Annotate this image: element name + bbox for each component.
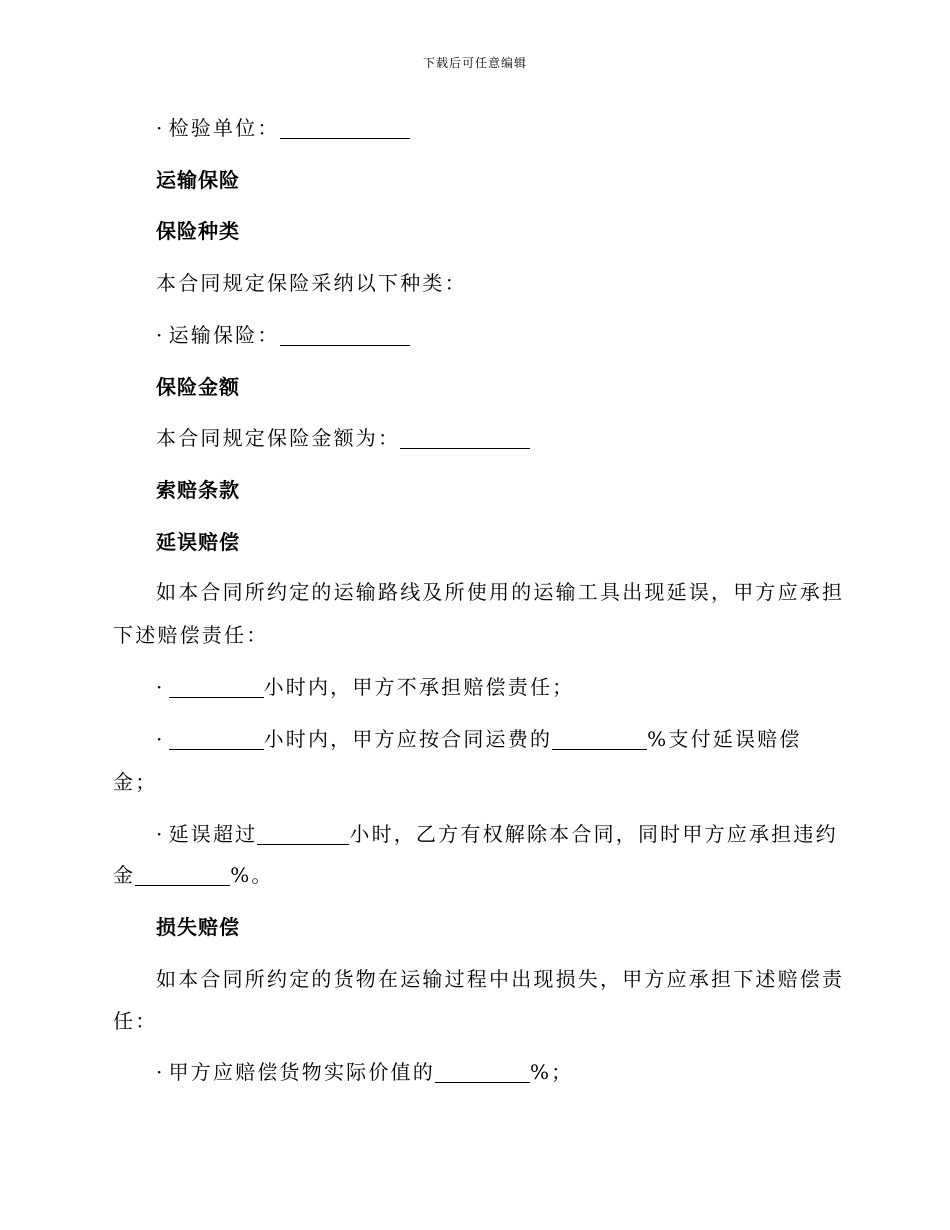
- penalty-percent-blank[interactable]: [135, 865, 230, 886]
- loss-item-1: [156, 1057, 573, 1087]
- subheading-loss-compensation: 损失赔偿: [156, 915, 240, 939]
- transport-insurance-label: 运输保险：: [168, 323, 280, 347]
- loss-paragraph-line1: 如本合同所约定的货物在运输过程中出现损失，甲方应承担下述赔偿责: [156, 967, 845, 991]
- inspection-unit-line: [156, 113, 410, 143]
- penalty-label: 金: [113, 863, 136, 887]
- insurance-type-paragraph: 本合同规定保险采纳以下种类：: [156, 271, 467, 295]
- page-header: 下载后可任意编辑: [422, 56, 527, 70]
- delay-hours-blank-1[interactable]: [169, 677, 264, 698]
- delay-percent-blank[interactable]: [552, 729, 647, 750]
- penalty-tail: %。: [230, 863, 274, 887]
- delay-item-3: [156, 819, 838, 849]
- subheading-delay-compensation: 延误赔偿: [156, 530, 240, 554]
- inspection-unit-blank[interactable]: [280, 118, 410, 139]
- delay-item-1: [156, 672, 574, 702]
- subheading-insurance-type: 保险种类: [156, 219, 240, 243]
- loss-percent-blank[interactable]: [435, 1062, 530, 1083]
- section-heading-transport-insurance: 运输保险: [156, 168, 240, 192]
- section-heading-claims: 索赔条款: [156, 478, 240, 502]
- delay-exceed-hours-blank[interactable]: [257, 824, 349, 845]
- insurance-amount-line: [156, 423, 530, 453]
- inspection-unit-label: 检验单位：: [168, 116, 280, 140]
- delay-item-2-continuation: 金；: [113, 770, 158, 794]
- bullet: ·: [156, 323, 165, 347]
- loss-paragraph-line2: 任：: [113, 1009, 158, 1033]
- bullet: ·: [156, 727, 165, 751]
- delay-paragraph-line1: 如本合同所约定的运输路线及所使用的运输工具出现延误，甲方应承担: [156, 580, 845, 604]
- delay-item-2: [156, 724, 802, 754]
- bullet: ·: [156, 1060, 165, 1084]
- transport-insurance-blank[interactable]: [280, 325, 410, 346]
- delay-hours-blank-2[interactable]: [169, 729, 264, 750]
- insurance-amount-blank[interactable]: [400, 428, 530, 449]
- bullet: ·: [156, 116, 165, 140]
- bullet: ·: [156, 675, 165, 699]
- subheading-insurance-amount: 保险金额: [156, 375, 240, 399]
- bullet: ·: [156, 822, 165, 846]
- delay-item-2-tail: %支付延误赔偿: [647, 727, 802, 751]
- delay-item-2-text: 小时内，甲方应按合同运费的: [263, 727, 553, 751]
- delay-item-1-text: 小时内，甲方不承担赔偿责任；: [263, 675, 575, 699]
- delay-item-3-text: 延误超过: [168, 822, 258, 846]
- delay-paragraph-line2: 下述赔偿责任：: [113, 623, 269, 647]
- loss-item-1-text: 甲方应赔偿货物实际价值的: [168, 1060, 435, 1084]
- insurance-amount-label: 本合同规定保险金额为：: [156, 426, 401, 450]
- delay-item-3-tail: 小时，乙方有权解除本合同，同时甲方应承担违约: [349, 822, 838, 846]
- delay-item-3-continuation: [113, 860, 274, 890]
- transport-insurance-line: [156, 320, 410, 350]
- loss-item-1-tail: %；: [529, 1060, 574, 1084]
